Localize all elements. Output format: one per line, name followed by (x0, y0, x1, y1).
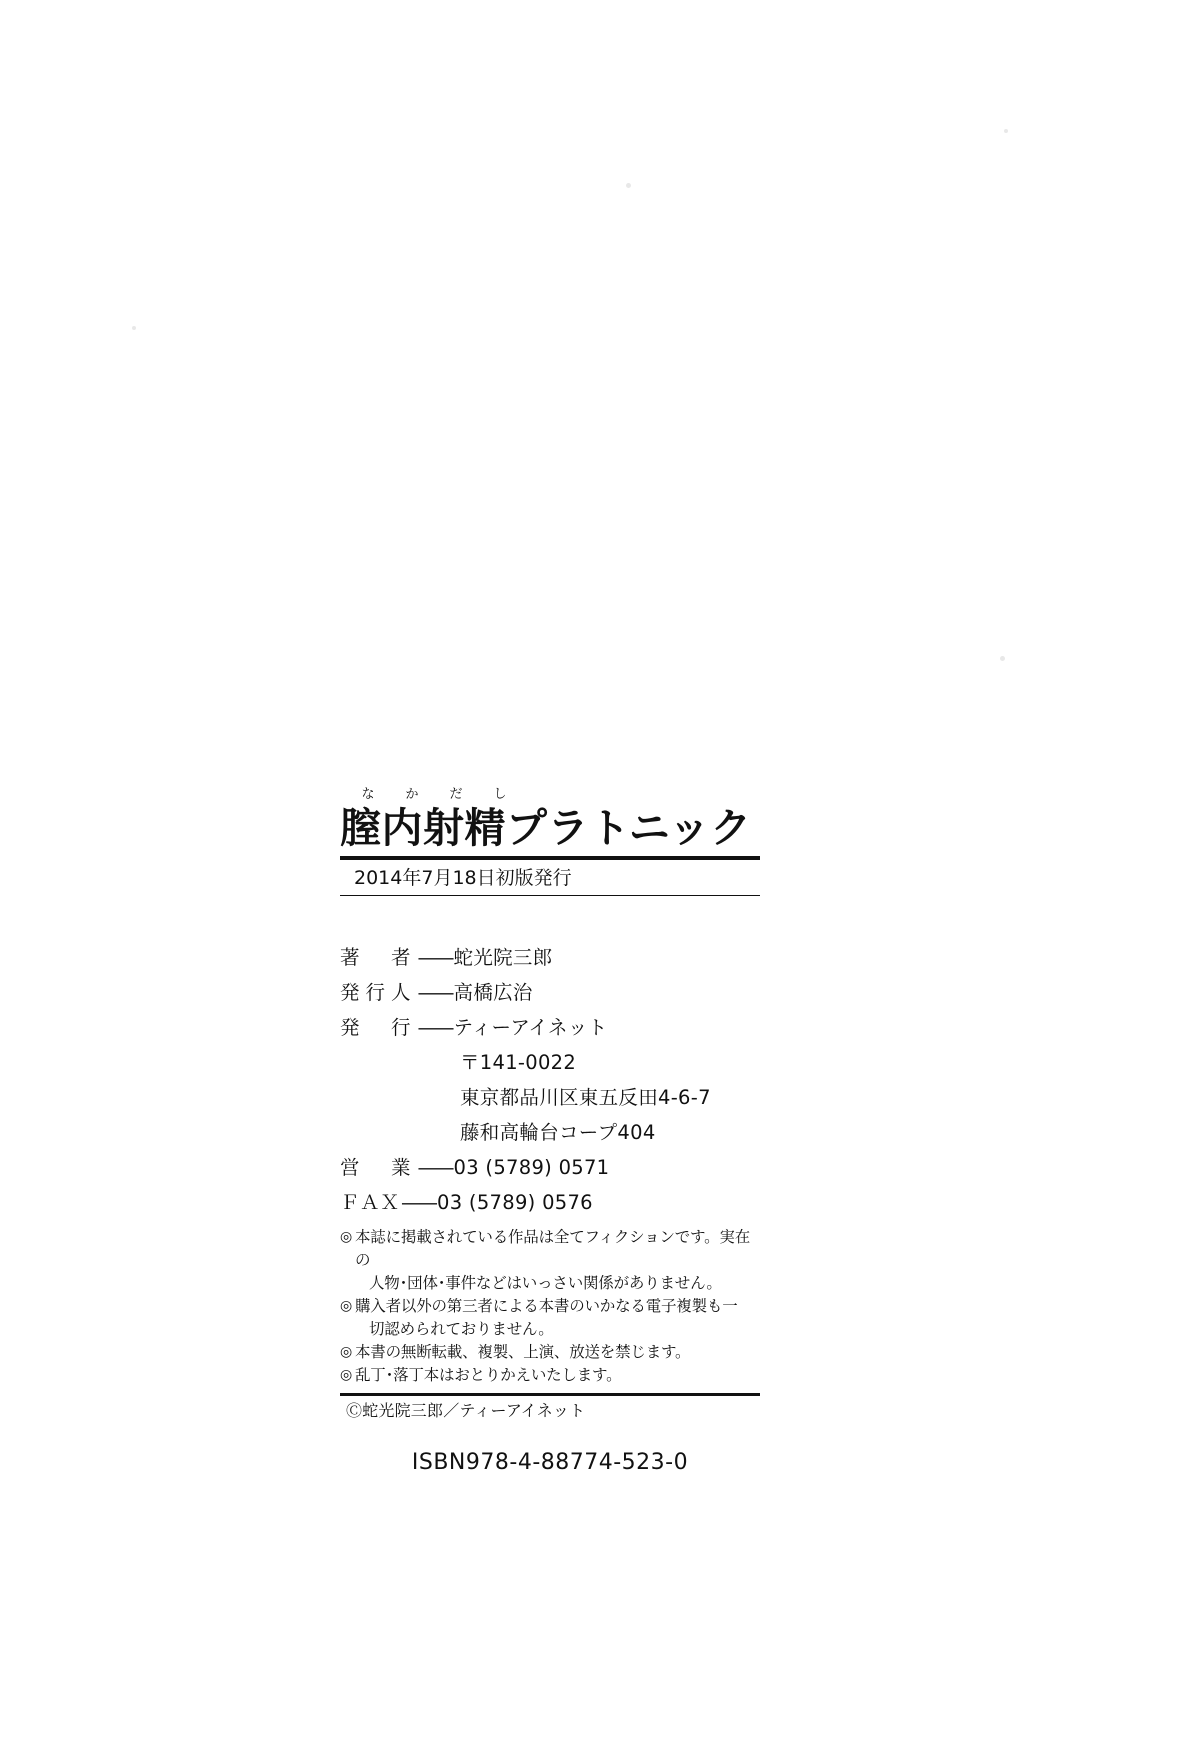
credit-dash: —— (417, 946, 453, 969)
paper-speck (1004, 129, 1008, 133)
ruby-char-4: し (493, 787, 507, 802)
address-line-postal: 〒141-0022 (460, 1051, 577, 1074)
paper-speck (132, 326, 136, 330)
note-text (355, 1364, 621, 1387)
isbn-line: ISBN978-4-88774-523-0 (411, 1450, 689, 1475)
note-item (340, 1226, 760, 1295)
contact-row-fax (340, 1185, 760, 1220)
credit-label: 発 行 (340, 1016, 417, 1039)
credit-value: 高橋広治 (453, 981, 533, 1004)
credit-label: 著 者 (340, 946, 417, 969)
paper-speck (626, 183, 631, 188)
notes-list (340, 1226, 760, 1387)
credit-row-publisher (340, 1010, 760, 1045)
note-mark: ◎ (340, 1298, 353, 1314)
credit-row-author (340, 940, 760, 975)
contact-label: 営 業 (340, 1156, 417, 1179)
credit-row-publisher-person (340, 975, 760, 1010)
credit-value: ティーアイネット (453, 1016, 608, 1039)
note-line-1: 購入者以外の第三者による本書のいかなる電子複製も一 (355, 1297, 738, 1315)
note-line-2: 人物･団体･事件などはいっさい関係がありません。 (369, 1274, 722, 1292)
note-mark: ◎ (340, 1367, 353, 1383)
note-text (355, 1226, 760, 1295)
copyright-line: Ⓒ蛇光院三郎／ティーアイネット (346, 1401, 586, 1420)
contact-value: 03 (5789) 0571 (453, 1156, 610, 1179)
ruby-char-1: な (361, 787, 375, 802)
contact-row-sales (340, 1150, 760, 1185)
contact-dash: —— (417, 1156, 453, 1179)
note-line-1: 乱丁･落丁本はおとりかえいたします。 (355, 1366, 622, 1384)
note-item (340, 1364, 760, 1387)
ruby-char-3: だ (449, 787, 463, 802)
credit-dash: —— (417, 981, 453, 1004)
paper-speck (1000, 656, 1005, 661)
credit-value: 蛇光院三郎 (453, 946, 553, 969)
note-line-1: 本書の無断転載、複製、上演、放送を禁じます。 (355, 1343, 691, 1361)
publication-date: 2014年7月18日初版発行 (354, 867, 572, 889)
contact-dash: —— (401, 1191, 437, 1214)
note-item (340, 1295, 760, 1341)
note-mark: ◎ (340, 1229, 353, 1245)
note-item (340, 1341, 760, 1364)
credit-dash: —— (417, 1016, 453, 1039)
title-rule-thin (340, 895, 760, 896)
note-line-1: 本誌に掲載されている作品は全てフィクションです。実在の (355, 1228, 751, 1269)
contact-value: 03 (5789) 0576 (437, 1191, 593, 1214)
credit-label: 発行人 (340, 981, 417, 1004)
credits-list (340, 940, 760, 1220)
title-ruby (340, 786, 760, 804)
address-line-street: 東京都品川区東五反田4-6-7 (460, 1086, 711, 1109)
note-line-2: 切認められておりません。 (369, 1320, 554, 1338)
page-title: 膣内射精プラトニック (340, 804, 752, 852)
note-text (355, 1341, 690, 1364)
note-text (355, 1295, 738, 1341)
contact-label: ＦＡＸ (340, 1191, 401, 1214)
title-block (340, 786, 760, 896)
colophon-block (340, 786, 760, 1475)
note-mark: ◎ (340, 1344, 353, 1360)
ruby-char-2: か (405, 787, 419, 802)
address-line-building: 藤和高輪台コープ404 (460, 1121, 656, 1144)
